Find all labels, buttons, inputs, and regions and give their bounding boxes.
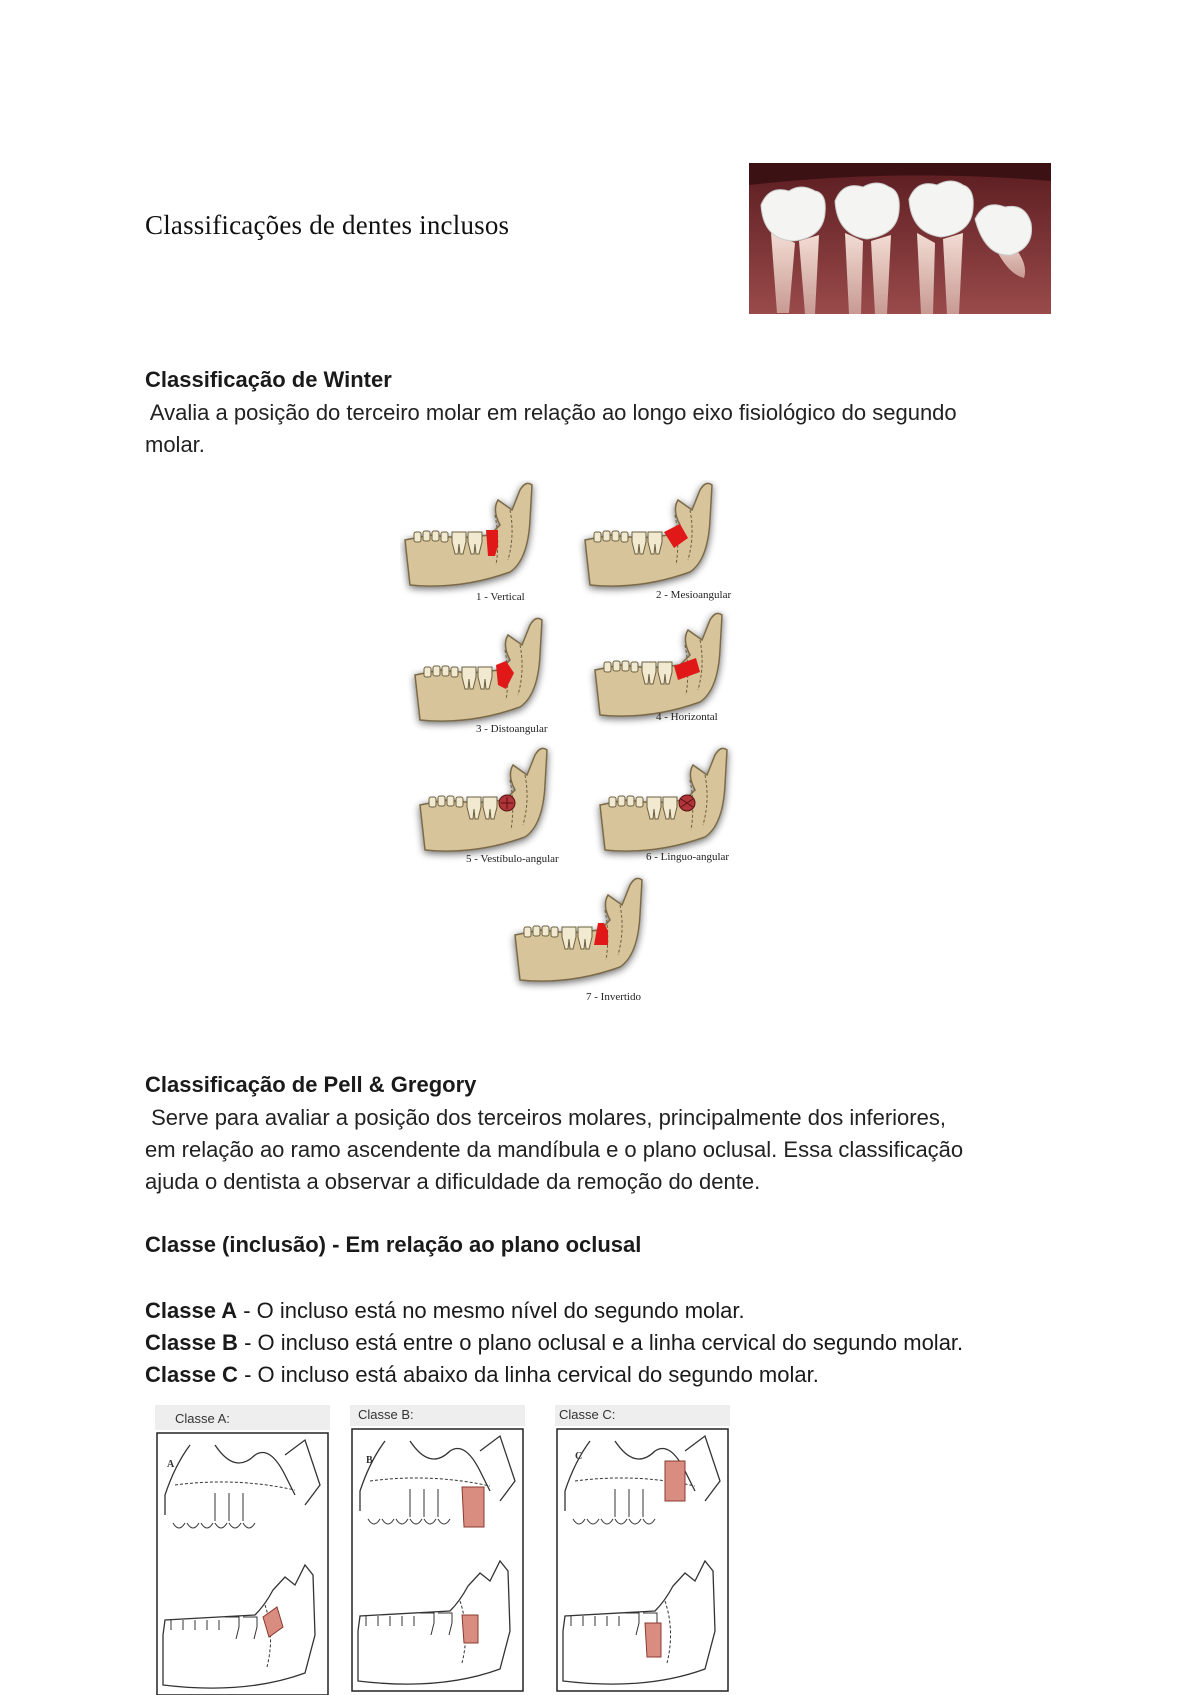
pell-gregory-figure: [155, 1405, 755, 1695]
winter-heading: Classificação de Winter: [145, 367, 392, 392]
pell-body-line-1: Serve para avaliar a posição dos terceiros molares, principalmente dos inferiores,: [145, 1105, 946, 1130]
class-b-text: - O incluso está entre o plano oclusal e a linha cervical do segundo molar.: [237, 1330, 964, 1355]
winter-caption-1: 1 - Vertical: [476, 591, 525, 603]
class-c-name: Classe C: [145, 1362, 238, 1387]
class-b-name: Classe B: [145, 1330, 238, 1355]
class-c-text: - O incluso está abaixo da linha cervical do segundo molar.: [237, 1362, 819, 1387]
pg-letter-c: C: [575, 1451, 583, 1462]
pg-label-a: Classe A:: [175, 1411, 230, 1426]
class-a-text: - O incluso está no mesmo nível do segundo molar.: [237, 1298, 745, 1323]
winter-caption-7: 7 - Invertido: [586, 991, 641, 1003]
winter-caption-3: 3 - Distoangular: [476, 723, 548, 735]
winter-body-line-2: molar.: [145, 432, 205, 457]
winter-caption-6: 6 - Linguo-angular: [646, 851, 730, 863]
pell-subheading: Classe (inclusão) - Em relação ao plano oclusal: [145, 1232, 642, 1257]
pg-letter-a: A: [167, 1459, 175, 1470]
pg-label-b: Classe B:: [358, 1407, 414, 1422]
molars-illustration: [749, 163, 1051, 314]
pg-letter-b: B: [366, 1455, 373, 1466]
winter-classification-figure: [400, 480, 780, 1010]
class-c-line: [145, 1359, 819, 1391]
class-b-line: [145, 1327, 963, 1359]
class-a-line: [145, 1295, 745, 1327]
winter-body-line-1: Avalia a posição do terceiro molar em relação ao longo eixo fisiológico do segundo: [145, 400, 957, 425]
winter-caption-5: 5 - Vestíbulo-angular: [466, 853, 559, 865]
winter-caption-2: 2 - Mesioangular: [656, 589, 732, 601]
winter-caption-4: 4 - Horizontal: [656, 711, 718, 723]
pell-body-line-3: ajuda o dentista a observar a dificuldade da remoção do dente.: [145, 1169, 761, 1194]
pell-body-line-2: em relação ao ramo ascendente da mandíbula e o plano oclusal. Essa classificação: [145, 1137, 964, 1162]
pell-heading: Classificação de Pell & Gregory: [145, 1072, 477, 1097]
page-title: Classificações de dentes inclusos: [145, 210, 510, 240]
pg-label-c: Classe C:: [559, 1407, 616, 1422]
class-a-name: Classe A: [145, 1298, 238, 1323]
